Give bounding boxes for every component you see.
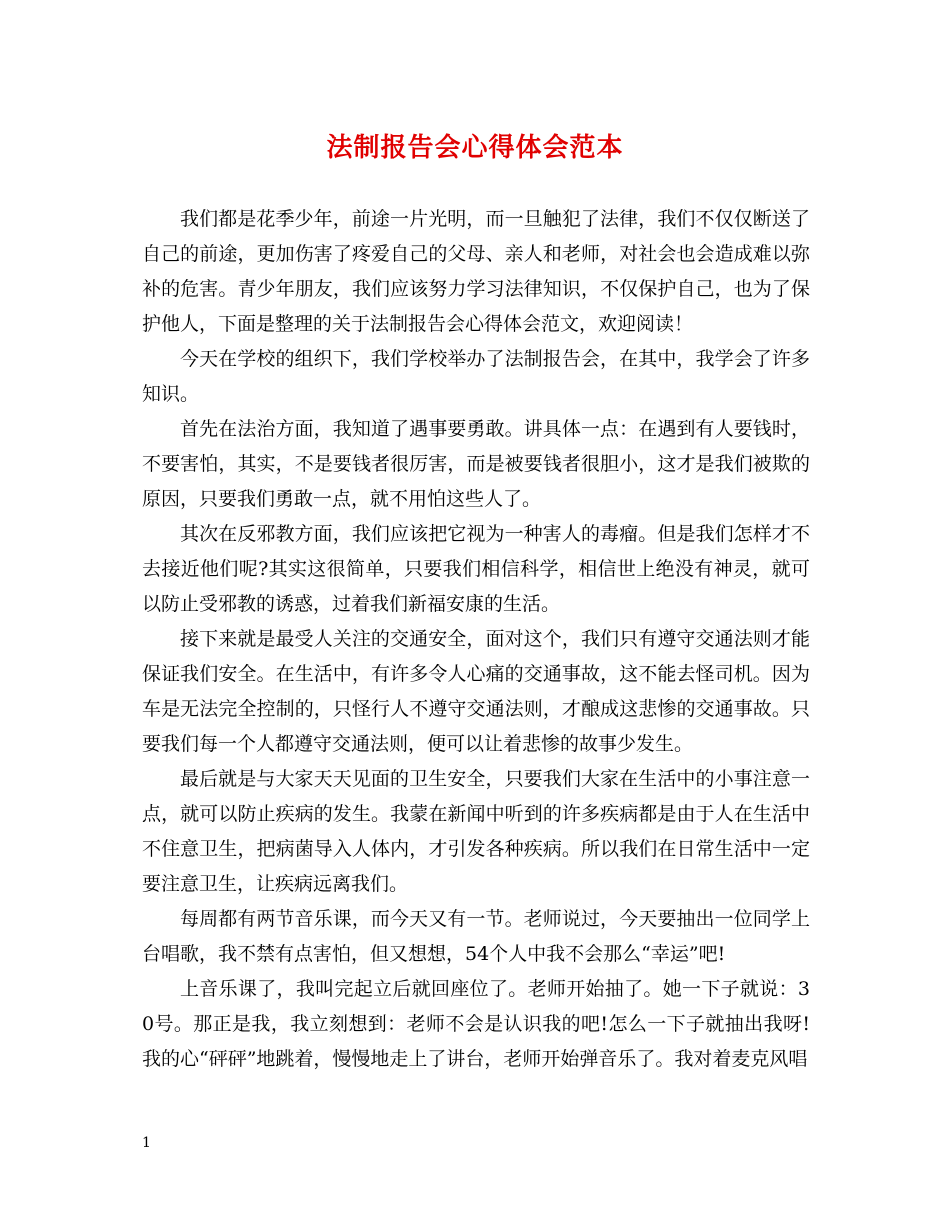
paragraph: 其次在反邪教方面，我们应该把它视为一种害人的毒瘤。但是我们怎样才不去接近他们呢?其实这很简单，只要我们相信科学，相信世上绝没有神灵，就可以防止受邪教的诱惑，过着我们新福安康的生活。: [142, 523, 810, 615]
paragraph: 每周都有两节音乐课，而今天又有一节。老师说过，今天要抽出一位同学上台唱歌，我不禁有点害怕，但又想想，54个人中我不会那么“幸运”吧!: [142, 908, 810, 965]
paragraph: 最后就是与大家天天见面的卫生安全，只要我们大家在生活中的小事注意一点，就可以防止疾病的发生。我蒙在新闻中听到的许多疾病都是由于人在生活中不住意卫生，把病菌导入人体内，才引发各种疾病。所以我们在日常生活中一定要注意卫生，让疾病远离我们。: [142, 768, 810, 895]
paragraph: 首先在法治方面，我知道了遇事要勇敢。讲具体一点：在遇到有人要钱时，不要害怕，其实，不是要钱者很厉害，而是被要钱者很胆小，这才是我们被欺的原因，只要我们勇敢一点，就不用怕这些人了。: [142, 418, 810, 510]
paragraph: 我们都是花季少年，前途一片光明，而一旦触犯了法律，我们不仅仅断送了自己的前途，更加伤害了疼爱自己的父母、亲人和老师，对社会也会造成难以弥补的危害。青少年朋友，我们应该努力学习法律知识，不仅保护自己，也为了保护他人，下面是整理的关于法制报告会心得体会范文，欢迎阅读！: [142, 208, 810, 335]
page-number: 1: [142, 1135, 151, 1151]
paragraph: 接下来就是最受人关注的交通安全，面对这个，我们只有遵守交通法则才能保证我们安全。在生活中，有许多令人心痛的交通事故，这不能去怪司机。因为车是无法完全控制的，只怪行人不遵守交通法则，才酿成这悲惨的交通事故。只要我们每一个人都遵守交通法则，便可以让着悲惨的故事少发生。: [142, 628, 810, 755]
paragraph: 今天在学校的组织下，我们学校举办了法制报告会，在其中，我学会了许多知识。: [142, 348, 810, 405]
paragraph: 上音乐课了，我叫完起立后就回座位了。老师开始抽了。她一下子就说：30号。那正是我，我立刻想到：老师不会是认识我的吧!怎么一下子就抽出我呀!我的心“砰砰”地跳着，慢慢地走上了讲台，老师开始弹音乐了。我对着麦克风唱: [142, 978, 810, 1070]
document-title: 法制报告会心得体会范本: [326, 133, 624, 163]
document-body: [142, 202, 810, 1077]
